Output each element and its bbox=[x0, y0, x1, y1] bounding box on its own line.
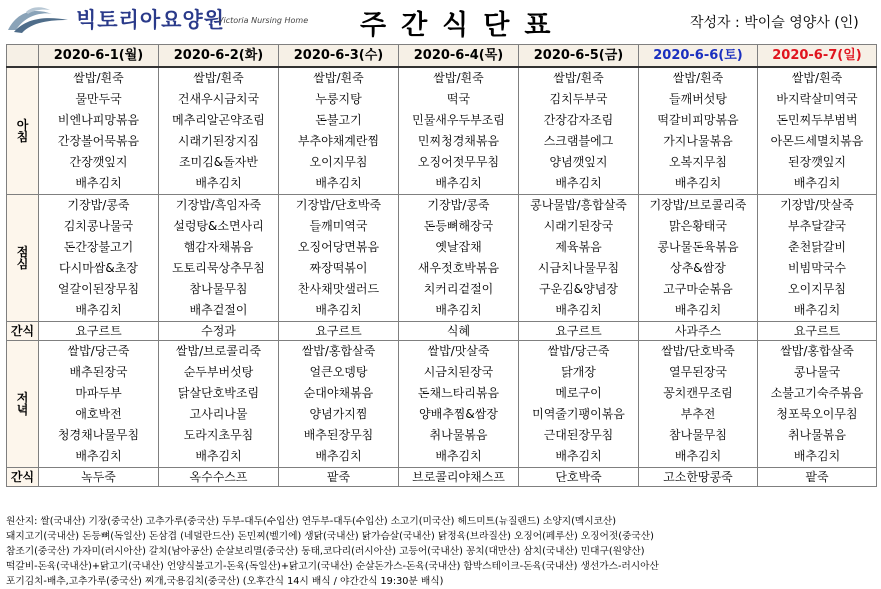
dinner-cell bbox=[279, 341, 399, 468]
menu-item: 배추김치 bbox=[195, 176, 242, 190]
menu-table bbox=[6, 44, 877, 487]
menu-item: 쌀밥/흰죽 bbox=[193, 71, 244, 85]
origin-line: 원산지: 쌀(국내산) 기장(중국산) 고추가루(중국산) 두부-대두(수입산) 연두부-대두(수입산) 소고기(미국산) 헤드미트(뉴질랜드) 소양지(멕시코산) bbox=[6, 516, 617, 527]
menu-item: 춘천닭갈비 bbox=[788, 240, 846, 254]
lunch-cell bbox=[399, 195, 519, 322]
menu-item: 콩나물돈육볶음 bbox=[657, 240, 739, 254]
lunch-row bbox=[7, 195, 877, 322]
date-header: 2020-6-2(화) bbox=[159, 45, 279, 68]
menu-item: 기장밥/맛살죽 bbox=[780, 198, 854, 212]
menu-item: 구운김&양념장 bbox=[539, 282, 618, 296]
menu-item: 상추&쌈장 bbox=[670, 261, 726, 275]
menu-item: 부추달걀국 bbox=[788, 219, 846, 233]
menu-item: 부추전 bbox=[680, 407, 716, 421]
menu-item: 배추김치 bbox=[555, 176, 602, 190]
logo bbox=[6, 4, 309, 38]
menu-item: 취나물볶음 bbox=[429, 428, 488, 442]
menu-item: 비엔나피망볶음 bbox=[57, 113, 140, 127]
snack-cell: 팥죽 bbox=[758, 468, 877, 487]
date-header: 2020-6-4(목) bbox=[399, 45, 519, 68]
menu-item: 오이지무침 bbox=[788, 282, 846, 296]
menu-item: 다시마쌈&초장 bbox=[59, 261, 138, 275]
menu-item: 치커리겉절이 bbox=[423, 282, 494, 296]
menu-item: 배추김치 bbox=[674, 176, 722, 190]
menu-item: 조미김&돌자반 bbox=[179, 155, 258, 169]
lunch-label: 점 심 bbox=[7, 195, 39, 322]
breakfast-label: 아 침 bbox=[7, 67, 39, 195]
menu-item: 옛날잡채 bbox=[435, 240, 482, 254]
menu-item: 순두부버섯탕 bbox=[183, 365, 254, 379]
menu-item: 배추김치 bbox=[195, 449, 242, 463]
menu-item: 배추김치 bbox=[75, 449, 122, 463]
menu-item: 양념가지찜 bbox=[309, 407, 368, 421]
breakfast-cell bbox=[159, 67, 279, 195]
menu-item: 시래기된장국 bbox=[543, 219, 614, 233]
menu-item: 꽁치캔무조림 bbox=[663, 386, 733, 400]
menu-item: 마파두부 bbox=[75, 386, 122, 400]
menu-item: 참나물무침 bbox=[189, 282, 248, 296]
menu-item: 쌀밥/흰죽 bbox=[791, 71, 843, 85]
menu-item: 참나물무침 bbox=[669, 428, 727, 442]
breakfast-cell bbox=[519, 67, 639, 195]
menu-item: 배추김치 bbox=[75, 303, 122, 317]
menu-item: 메로구이 bbox=[555, 386, 602, 400]
menu-item: 간장깻잎지 bbox=[69, 155, 128, 169]
date-header-row bbox=[7, 45, 877, 68]
menu-item: 배추김치 bbox=[75, 176, 122, 190]
victoria-logo-icon bbox=[6, 4, 78, 36]
breakfast-row bbox=[7, 67, 877, 195]
date-header: 2020-6-3(수) bbox=[279, 45, 399, 68]
menu-item: 양배추찜&쌈장 bbox=[419, 407, 498, 421]
menu-item: 바지락살미역국 bbox=[776, 92, 858, 106]
menu-item: 된장깻잎지 bbox=[788, 155, 846, 169]
menu-item: 제육볶음 bbox=[555, 240, 602, 254]
menu-item: 배추김치 bbox=[435, 176, 482, 190]
menu-item: 민찌청경채볶음 bbox=[417, 134, 500, 148]
snack-cell: 요구르트 bbox=[758, 322, 877, 341]
menu-item: 쌀밥/흰죽 bbox=[553, 71, 604, 85]
snack-cell: 녹두죽 bbox=[39, 468, 159, 487]
menu-item: 쌀밥/흰죽 bbox=[73, 71, 124, 85]
menu-item: 쌀밥/흰죽 bbox=[672, 71, 724, 85]
menu-item: 돈등뼈해장국 bbox=[423, 219, 494, 233]
menu-item: 기장밥/콩죽 bbox=[67, 198, 130, 212]
menu-item: 도라지초무침 bbox=[183, 428, 254, 442]
menu-item: 배추김치 bbox=[555, 303, 602, 317]
menu-item: 배추된장국 bbox=[69, 365, 128, 379]
snack-cell: 식혜 bbox=[399, 322, 519, 341]
snack-cell: 요구르트 bbox=[39, 322, 159, 341]
snack-cell: 옥수수스프 bbox=[159, 468, 279, 487]
menu-item: 배추김치 bbox=[315, 303, 362, 317]
menu-item: 맑은황태국 bbox=[669, 219, 727, 233]
snack-cell: 단호박죽 bbox=[519, 468, 639, 487]
logo-text: 빅토리아요양원 bbox=[76, 8, 226, 32]
menu-item: 닭개장 bbox=[561, 365, 596, 379]
author-line: 작성자 : 박이슬 영양사 (인) bbox=[690, 15, 859, 31]
menu-item: 쌀밥/브로콜리죽 bbox=[175, 344, 262, 358]
menu-item: 떡국 bbox=[446, 92, 471, 106]
dinner-label: 저 녁 bbox=[7, 341, 39, 468]
menu-item: 간장감자조림 bbox=[543, 113, 614, 127]
menu-item: 메추리알곤약조림 bbox=[172, 113, 265, 127]
menu-item: 취나물볶음 bbox=[788, 428, 846, 442]
page-header bbox=[0, 0, 881, 44]
menu-item: 쌀밥/맛살죽 bbox=[427, 344, 490, 358]
menu-item: 배추김치 bbox=[793, 303, 841, 317]
menu-item: 시래기된장지짐 bbox=[177, 134, 260, 148]
dinner-cell bbox=[519, 341, 639, 468]
menu-item: 얼갈이된장무침 bbox=[57, 282, 140, 296]
lunch-cell bbox=[39, 195, 159, 322]
menu-item: 설렁탕&소면사리 bbox=[173, 219, 264, 233]
menu-item: 찬사채맛샐러드 bbox=[297, 282, 380, 296]
breakfast-cell bbox=[39, 67, 159, 195]
menu-item: 닭살단호박조림 bbox=[177, 386, 260, 400]
breakfast-cell bbox=[758, 67, 877, 195]
menu-item: 쌀밥/흰죽 bbox=[313, 71, 364, 85]
origin-line: 돼지고기(국내산) 돈등뼈(독일산) 돈삼겹 (네덜란드산) 돈민찌(벨기에) 생닭(국내산) 닭가슴살(국내산) 닭정육(브라질산) 오징어(페루산) 오징어젓(중국산) bbox=[6, 531, 654, 542]
snack-cell: 브로콜리야채스프 bbox=[399, 468, 519, 487]
menu-item: 쌀밥/홍합살죽 bbox=[780, 344, 854, 358]
origin-line: 떡갈비-돈육(국내산)+닭고기(국내산) 언양식불고기-돈육(독일산)+닭고기(국내산) 순살돈가스-돈육(국내산) 함박스테이크-돈육(국내산) 생선가스-러시아산 bbox=[6, 561, 659, 572]
lunch-cell bbox=[639, 195, 758, 322]
date-header-saturday: 2020-6-6(토) bbox=[639, 45, 758, 68]
menu-item: 오이지무침 bbox=[309, 155, 368, 169]
menu-item: 누룽지탕 bbox=[315, 92, 362, 106]
menu-item: 오복지무침 bbox=[669, 155, 727, 169]
menu-item: 애호박전 bbox=[75, 407, 122, 421]
menu-item: 김치콩나물국 bbox=[63, 219, 134, 233]
menu-item: 쌀밥/당근죽 bbox=[67, 344, 130, 358]
menu-item: 오징어젓무무침 bbox=[417, 155, 500, 169]
menu-item: 배추김치 bbox=[555, 449, 602, 463]
dinner-cell bbox=[639, 341, 758, 468]
menu-item: 김치두부국 bbox=[549, 92, 608, 106]
dinner-cell bbox=[399, 341, 519, 468]
menu-item: 돈불고기 bbox=[315, 113, 362, 127]
menu-item: 짜장떡볶이 bbox=[309, 261, 368, 275]
menu-item: 배추김치 bbox=[793, 176, 841, 190]
menu-item: 배추김치 bbox=[674, 303, 722, 317]
menu-item: 배추김치 bbox=[435, 449, 482, 463]
page-title: 주간식단표 bbox=[360, 10, 566, 41]
menu-item: 쌀밥/단호박죽 bbox=[661, 344, 735, 358]
menu-item: 기장밥/단호박죽 bbox=[295, 198, 382, 212]
menu-item: 얼큰오뎅탕 bbox=[309, 365, 368, 379]
snack-cell: 요구르트 bbox=[279, 322, 399, 341]
origin-line: 포기김치-배추,고추가루(중국산) 찌개,국용김치(중국산) (오후간식 14시 배식 / 야간간식 19:30분 배식) bbox=[6, 576, 444, 587]
dinner-cell bbox=[758, 341, 877, 468]
menu-item: 스크램블에그 bbox=[543, 134, 614, 148]
corner-cell bbox=[7, 45, 39, 68]
snack-label: 간식 bbox=[7, 468, 39, 487]
lunch-cell bbox=[519, 195, 639, 322]
menu-item: 기장밥/흑임자죽 bbox=[175, 198, 262, 212]
menu-item: 물만두국 bbox=[75, 92, 122, 106]
menu-item: 들깨버섯탕 bbox=[669, 92, 727, 106]
snack-cell: 수정과 bbox=[159, 322, 279, 341]
menu-item: 배추김치 bbox=[793, 449, 841, 463]
menu-item: 배추된장무침 bbox=[303, 428, 374, 442]
menu-item: 오징어당면볶음 bbox=[297, 240, 380, 254]
menu-item: 돈간장불고기 bbox=[63, 240, 134, 254]
menu-item: 민물새우두부조림 bbox=[412, 113, 505, 127]
menu-item: 쌀밥/흰죽 bbox=[433, 71, 484, 85]
evening-snack-row bbox=[7, 468, 877, 487]
date-header-sunday: 2020-6-7(일) bbox=[758, 45, 877, 68]
menu-item: 간장볼어묵볶음 bbox=[57, 134, 140, 148]
menu-item: 시금치나물무침 bbox=[537, 261, 620, 275]
date-header: 2020-6-5(금) bbox=[519, 45, 639, 68]
menu-item: 미역줄기팽이볶음 bbox=[532, 407, 625, 421]
breakfast-cell bbox=[279, 67, 399, 195]
snack-cell: 팥죽 bbox=[279, 468, 399, 487]
menu-item: 배추김치 bbox=[674, 449, 722, 463]
origin-line: 참조기(중국산) 가자미(러시아산) 갈치(남아공산) 순살보리멸(중국산) 동태,코다리(러시아산) 고등어(국내산) 꽁치(대만산) 삼치(국내산) 민대구(원양산) bbox=[6, 546, 645, 557]
menu-item: 기장밥/콩죽 bbox=[427, 198, 490, 212]
menu-item: 배추김치 bbox=[435, 303, 482, 317]
menu-item: 쌀밥/홍합살죽 bbox=[301, 344, 376, 358]
menu-item: 기장밥/브로콜리죽 bbox=[649, 198, 747, 212]
menu-item: 들깨미역국 bbox=[309, 219, 368, 233]
menu-item: 돈민찌두부범벅 bbox=[776, 113, 858, 127]
logo-subtitle: Victoria Nursing Home bbox=[218, 16, 309, 25]
snack-cell: 사과주스 bbox=[639, 322, 758, 341]
origin-notes bbox=[6, 514, 878, 589]
menu-item: 청포묵오이무침 bbox=[776, 407, 858, 421]
menu-item: 고구마순볶음 bbox=[663, 282, 733, 296]
menu-item: 순대야채볶음 bbox=[303, 386, 374, 400]
menu-item: 배추김치 bbox=[315, 449, 362, 463]
dinner-row bbox=[7, 341, 877, 468]
menu-item: 시금치된장국 bbox=[423, 365, 494, 379]
afternoon-snack-row bbox=[7, 322, 877, 341]
menu-item: 콩나물국 bbox=[793, 365, 841, 379]
menu-item: 배추김치 bbox=[315, 176, 362, 190]
menu-item: 콩나물밥/흥합살죽 bbox=[530, 198, 627, 212]
snack-label: 간식 bbox=[7, 322, 39, 341]
menu-item: 도토리묵상추무침 bbox=[172, 261, 265, 275]
menu-item: 햄감자채볶음 bbox=[183, 240, 254, 254]
menu-item: 부추야채계란찜 bbox=[297, 134, 380, 148]
menu-item: 근대된장무침 bbox=[543, 428, 614, 442]
breakfast-cell bbox=[399, 67, 519, 195]
menu-item: 배추겉절이 bbox=[189, 303, 248, 317]
menu-item: 떡갈비피망볶음 bbox=[657, 113, 739, 127]
snack-cell: 고소한땅콩죽 bbox=[639, 468, 758, 487]
menu-item: 양념깻잎지 bbox=[549, 155, 608, 169]
menu-item: 청경채나물무침 bbox=[57, 428, 140, 442]
breakfast-cell bbox=[639, 67, 758, 195]
menu-item: 열무된장국 bbox=[669, 365, 727, 379]
lunch-cell bbox=[758, 195, 877, 322]
snack-cell: 요구르트 bbox=[519, 322, 639, 341]
menu-item: 가지나물볶음 bbox=[663, 134, 733, 148]
menu-item: 돈채느타리볶음 bbox=[417, 386, 500, 400]
dinner-cell bbox=[39, 341, 159, 468]
menu-item: 새우젓호박볶음 bbox=[417, 261, 500, 275]
date-header: 2020-6-1(월) bbox=[39, 45, 159, 68]
menu-item: 쌀밥/당근죽 bbox=[547, 344, 610, 358]
dinner-cell bbox=[159, 341, 279, 468]
menu-item: 비빔막국수 bbox=[788, 261, 846, 275]
lunch-cell bbox=[279, 195, 399, 322]
lunch-cell bbox=[159, 195, 279, 322]
menu-item: 아몬드세멸치볶음 bbox=[770, 134, 864, 148]
menu-item: 소불고기숙주볶음 bbox=[770, 386, 864, 400]
menu-item: 고사리나물 bbox=[189, 407, 248, 421]
menu-item: 건새우시금치국 bbox=[177, 92, 260, 106]
